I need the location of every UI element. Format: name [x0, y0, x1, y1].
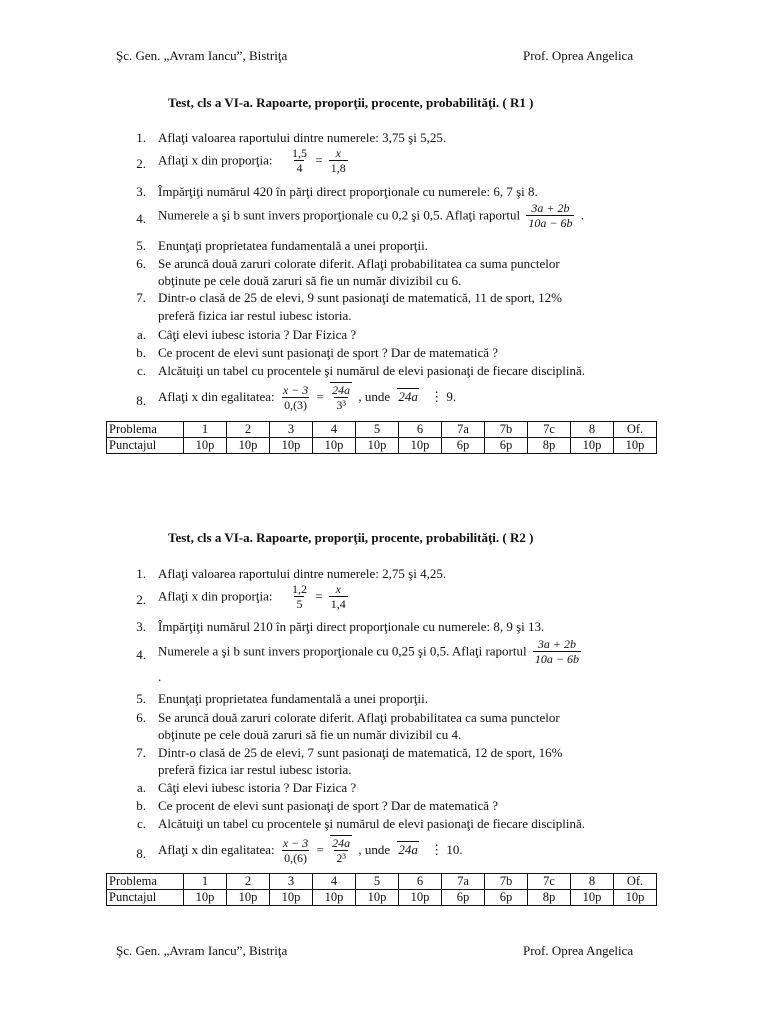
question-6-line-1: Se aruncă două zaruri colorate diferit. Aflaţi probabilitatea ca suma punctelor: [158, 710, 560, 725]
question-number: 7.: [136, 745, 146, 760]
table-cell: 8: [571, 422, 614, 438]
question-number: 7.: [136, 290, 146, 305]
question-number: 3.: [136, 184, 146, 199]
fraction: $\frac{x - 3}{0,(3)}$: [282, 382, 309, 412]
question-number: 5.: [136, 238, 146, 253]
table-cell: 10p: [227, 438, 270, 454]
table-cell: 10p: [227, 890, 270, 906]
question-8: Aflaţi x din egalitatea: $\frac{x - 3}{0,(3)}$ = $\frac{24a}{\text{3³}}$ , unde 24a ⋮ 9.: [158, 382, 457, 412]
table-row: [107, 422, 657, 438]
table-cell: 10p: [399, 890, 442, 906]
table-cell: 10p: [270, 438, 313, 454]
fraction: $\frac{3a + 2b}{10a - 6b}$: [528, 201, 573, 230]
question-7-line-1: Dintr-o clasă de 25 de elevi, 7 sunt pasionaţi de matematică, 12 de sport, 16%: [158, 745, 563, 760]
table-cell: 6p: [442, 438, 485, 454]
table-row-label: Problema: [107, 874, 184, 890]
question-number: 1.: [136, 566, 146, 581]
question-letter: c.: [136, 363, 146, 378]
question-number: 4.: [136, 647, 146, 662]
table-cell: 6p: [485, 890, 528, 906]
question-7c: Alcătuiţi un tabel cu procentele şi numărul de elevi pasionaţi de fiecare disciplină.: [158, 363, 586, 378]
question-3: Împărţiţi numărul 210 în părţi direct proporţionale cu numerele: 8, 9 şi 13.: [158, 619, 545, 634]
table-cell: 1: [184, 874, 227, 890]
fraction: $\frac{x}{1,4}$: [330, 582, 346, 611]
fraction: $\frac{x}{1,8}$: [330, 146, 346, 175]
fraction: $\frac{3a + 2b}{10a - 6b}$: [534, 637, 579, 666]
table-cell: 7c: [528, 422, 571, 438]
table-cell: Of.: [614, 874, 657, 890]
fraction: $\frac{1,2}{5}$: [291, 582, 307, 611]
table-cell: 10p: [571, 438, 614, 454]
question-2: Aflaţi x din proporţia: $\frac{1,5}{4}$ = $\frac{x}{1,8}$: [158, 146, 346, 175]
table-row-label: Punctajul: [107, 438, 184, 454]
table-cell: 3: [270, 422, 313, 438]
test-title-r1: Test, cls a VI-a. Rapoarte, proporţii, procente, probabilităţi. ( R1 ): [168, 95, 534, 110]
table-cell: 7b: [485, 874, 528, 890]
table-cell: 8p: [528, 438, 571, 454]
question-number: 6.: [136, 256, 146, 271]
question-7-line-1: Dintr-o clasă de 25 de elevi, 9 sunt pasionaţi de matematică, 11 de sport, 12%: [158, 290, 562, 305]
question-letter: b.: [136, 798, 146, 813]
question-letter: a.: [136, 780, 146, 795]
question-7a: Câţi elevi iubesc istoria ? Dar Fizica ?: [158, 780, 357, 795]
score-table-r1: [106, 421, 657, 454]
table-cell: 10p: [399, 438, 442, 454]
question-number: 4.: [136, 211, 146, 226]
fraction: $\frac{x - 3}{0,(6)}$: [282, 835, 309, 865]
score-table-r2: [106, 873, 657, 906]
table-cell: 1: [184, 422, 227, 438]
question-6-line-2: obţinute pe cele două zaruri să fie un număr divizibil cu 4.: [158, 727, 462, 742]
header-school: Şc. Gen. „Avram Iancu”, Bistriţa: [116, 48, 288, 63]
question-number: 3.: [136, 619, 146, 634]
question-1: Aflaţi valoarea raportului dintre numerele: 2,75 şi 4,25.: [158, 566, 447, 581]
question-5: Enunţaţi proprietatea fundamentală a unei proporţii.: [158, 691, 429, 706]
question-3: Împărţiţi numărul 420 în părţi direct proporţionale cu numerele: 6, 7 şi 8.: [158, 184, 538, 199]
table-cell: 8: [571, 874, 614, 890]
table-cell: 8p: [528, 890, 571, 906]
question-number: 2.: [136, 156, 146, 171]
fraction: $\frac{24a}{\text{2³}}$: [332, 836, 351, 865]
table-cell: 10p: [270, 890, 313, 906]
table-cell: 7a: [442, 422, 485, 438]
table-cell: 10p: [571, 890, 614, 906]
table-cell: 6p: [442, 890, 485, 906]
question-letter: a.: [136, 327, 146, 342]
footer-school: Şc. Gen. „Avram Iancu”, Bistriţa: [116, 943, 288, 958]
table-row: [107, 890, 657, 906]
question-letter: b.: [136, 345, 146, 360]
test-title-r2: Test, cls a VI-a. Rapoarte, proporţii, procente, probabilităţi. ( R2 ): [168, 530, 534, 545]
question-7a: Câţi elevi iubesc istoria ? Dar Fizica ?: [158, 327, 357, 342]
question-number: 6.: [136, 710, 146, 725]
table-row-label: Problema: [107, 422, 184, 438]
table-cell: 10p: [614, 438, 657, 454]
table-cell: 7a: [442, 874, 485, 890]
table-cell: 6p: [485, 438, 528, 454]
question-7b: Ce procent de elevi sunt pasionaţi de sport ? Dar de matematică ?: [158, 798, 499, 813]
table-cell: 7c: [528, 874, 571, 890]
overlined-number: 24a: [398, 842, 418, 857]
question-letter: c.: [136, 816, 146, 831]
question-number: 1.: [136, 130, 146, 145]
table-cell: 6: [399, 422, 442, 438]
table-cell: 3: [270, 874, 313, 890]
table-cell: 5: [356, 874, 399, 890]
table-cell: 5: [356, 422, 399, 438]
question-number: 2.: [136, 592, 146, 607]
table-row: [107, 438, 657, 454]
table-row: [107, 874, 657, 890]
question-6-line-1: Se aruncă două zaruri colorate diferit. Aflaţi probabilitatea ca suma punctelor: [158, 256, 560, 271]
question-1: Aflaţi valoarea raportului dintre numerele: 3,75 şi 5,25.: [158, 130, 447, 145]
question-6-line-2: obţinute pe cele două zaruri să fie un număr divizibil cu 6.: [158, 273, 462, 288]
question-7-line-2: preferă fizica iar restul iubesc istoria.: [158, 762, 352, 777]
question-number: 8.: [136, 393, 146, 408]
table-cell: 10p: [356, 890, 399, 906]
question-4: Numerele a şi b sunt invers proporţionale cu 0,2 şi 0,5. Aflaţi raportul $\frac{3a + 2b}{10a - 6b}$ .: [158, 201, 584, 230]
question-2: Aflaţi x din proporţia: $\frac{1,2}{5}$ = $\frac{x}{1,4}$: [158, 582, 346, 611]
question-7b: Ce procent de elevi sunt pasionaţi de sport ? Dar de matematică ?: [158, 345, 499, 360]
table-cell: 2: [227, 874, 270, 890]
footer-teacher: Prof. Oprea Angelica: [523, 943, 634, 958]
question-number: 8.: [136, 846, 146, 861]
table-cell: 2: [227, 422, 270, 438]
fraction: $\frac{24a}{\text{3³}}$: [332, 383, 351, 412]
table-cell: 10p: [356, 438, 399, 454]
table-cell: 6: [399, 874, 442, 890]
overlined-number: 24a: [398, 389, 418, 404]
question-8: Aflaţi x din egalitatea: $\frac{x - 3}{0,(6)}$ = $\frac{24a}{\text{2³}}$ , unde 24a ⋮ 10.: [158, 835, 463, 865]
table-cell: 10p: [313, 890, 356, 906]
question-4: Numerele a şi b sunt invers proporţionale cu 0,25 şi 0,5. Aflaţi raportul $\frac{3a + 2b}{10a - 6b}$: [158, 637, 579, 666]
table-cell: 10p: [313, 438, 356, 454]
table-cell: 7b: [485, 422, 528, 438]
table-cell: 10p: [614, 890, 657, 906]
fraction: $\frac{1,5}{4}$: [291, 146, 307, 175]
header-teacher: Prof. Oprea Angelica: [523, 48, 634, 63]
table-row-label: Punctajul: [107, 890, 184, 906]
table-cell: 4: [313, 422, 356, 438]
table-cell: 10p: [184, 890, 227, 906]
question-4-period: .: [158, 669, 162, 684]
table-cell: 10p: [184, 438, 227, 454]
question-number: 5.: [136, 691, 146, 706]
question-5: Enunţaţi proprietatea fundamentală a unei proporţii.: [158, 238, 429, 253]
question-7-line-2: preferă fizica iar restul iubesc istoria.: [158, 308, 352, 323]
table-cell: Of.: [614, 422, 657, 438]
question-7c: Alcătuiţi un tabel cu procentele şi numărul de elevi pasionaţi de fiecare disciplină.: [158, 816, 586, 831]
table-cell: 4: [313, 874, 356, 890]
